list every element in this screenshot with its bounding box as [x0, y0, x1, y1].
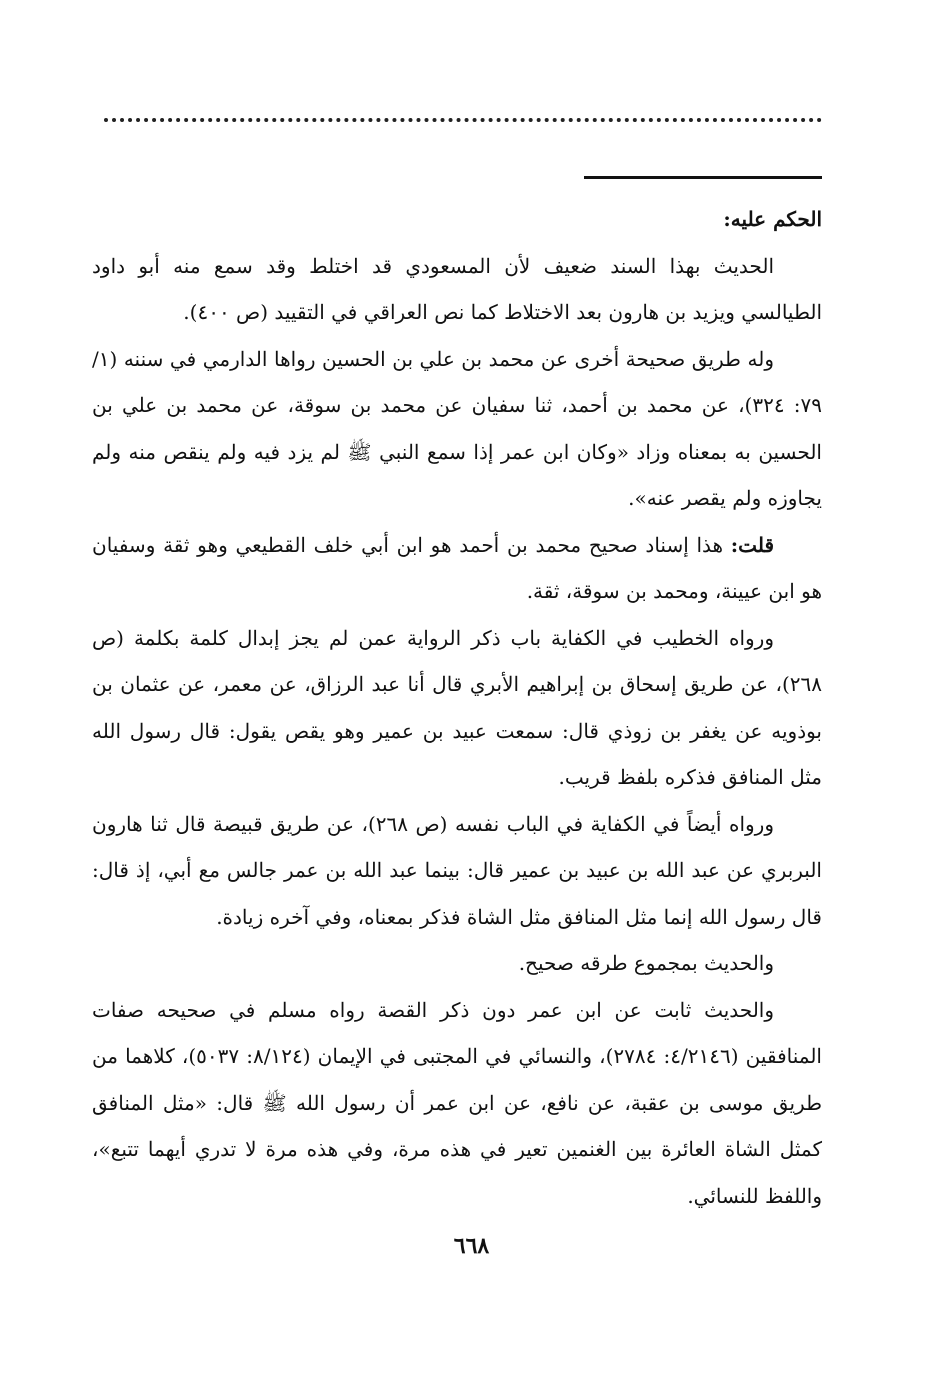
paragraph [92, 522, 822, 615]
section-heading: الحكم عليه: [723, 207, 822, 231]
paragraph: ورواه الخطيب في الكفاية باب ذكر الرواية عمن لم يجز إبدال كلمة بكلمة (ص ٢٦٨)، عن طريق إسحاق بن إبراهيم الأبري قال أنا عبد الرزاق، عن معمر، عن عثمان بن بوذويه عن يغفر بن زوذي قال: سمعت عبيد بن عمير وهو يقص يقول: قال رسول الله مثل المنافق فذكره بلفظ قريب. [92, 625, 822, 789]
paragraph-lead: قلت: [730, 532, 774, 557]
paragraph: والحديث بمجموع طرقه صحيح. [518, 951, 774, 975]
paragraph: وله طريق صحيحة أخرى عن محمد بن علي بن الحسين رواها الدارمي في سننه (١/ ٧٩: ٣٢٤)، عن محمد بن أحمد، ثنا سفيان عن محمد بن سوقة، عن محمد بن علي بن الحسين به بمعناه وزاد «وكان ابن عمر إذا سمع النبي ﷺ لم يزد فيه ولم ينقص منه ولم يجاوزه ولم يقصر عنه». [92, 346, 822, 510]
paragraph: ورواه أيضاً في الكفاية في الباب نفسه (ص ٢٦٨)، عن طريق قبيصة قال ثنا هارون البربري عن عبد الله بن عبيد بن عمير قال: بينما عبد الله بن عمر جالس مع أبي، إذ قال: قال رسول الله إنما مثل المنافق مثل الشاة فذكر بمعناه، وفي آخره زيادة. [92, 811, 822, 929]
page-number: ٦٦٨ [453, 1233, 490, 1259]
paragraph-text: هذا إسناد صحيح محمد بن أحمد هو ابن أبي خلف القطيعي وهو ثقة وسفيان هو ابن عيينة، ومحمد بن سوقة، ثقة. [92, 532, 822, 603]
footnote-rule [584, 176, 822, 179]
paragraph: الحديث بهذا السند ضعيف لأن المسعودي قد اختلط وقد سمع منه أبو داود الطيالسي ويزيد بن هارون بعد الاختلاط كما نص العراقي في التقييد (ص ٤٠٠). [92, 253, 822, 324]
page-body [92, 196, 822, 1219]
dotted-separator [104, 118, 822, 122]
paragraph: والحديث ثابت عن ابن عمر دون ذكر القصة رواه مسلم في صحيحه صفات المنافقين (٤/٢١٤٦: ٢٧٨٤)، والنسائي في المجتبى في الإيمان (٨/١٢٤: ٥٠٣٧)، كلاهما من طريق موسى بن عقبة، عن نافع، عن ابن عمر أن رسول الله ﷺ قال: «مثل المنافق كمثل الشاة العائرة بين الغنمين تعير في هذه مرة، وفي هذه مرة لا تدري أيهما تتبع»، واللفظ للنسائي. [92, 997, 822, 1208]
